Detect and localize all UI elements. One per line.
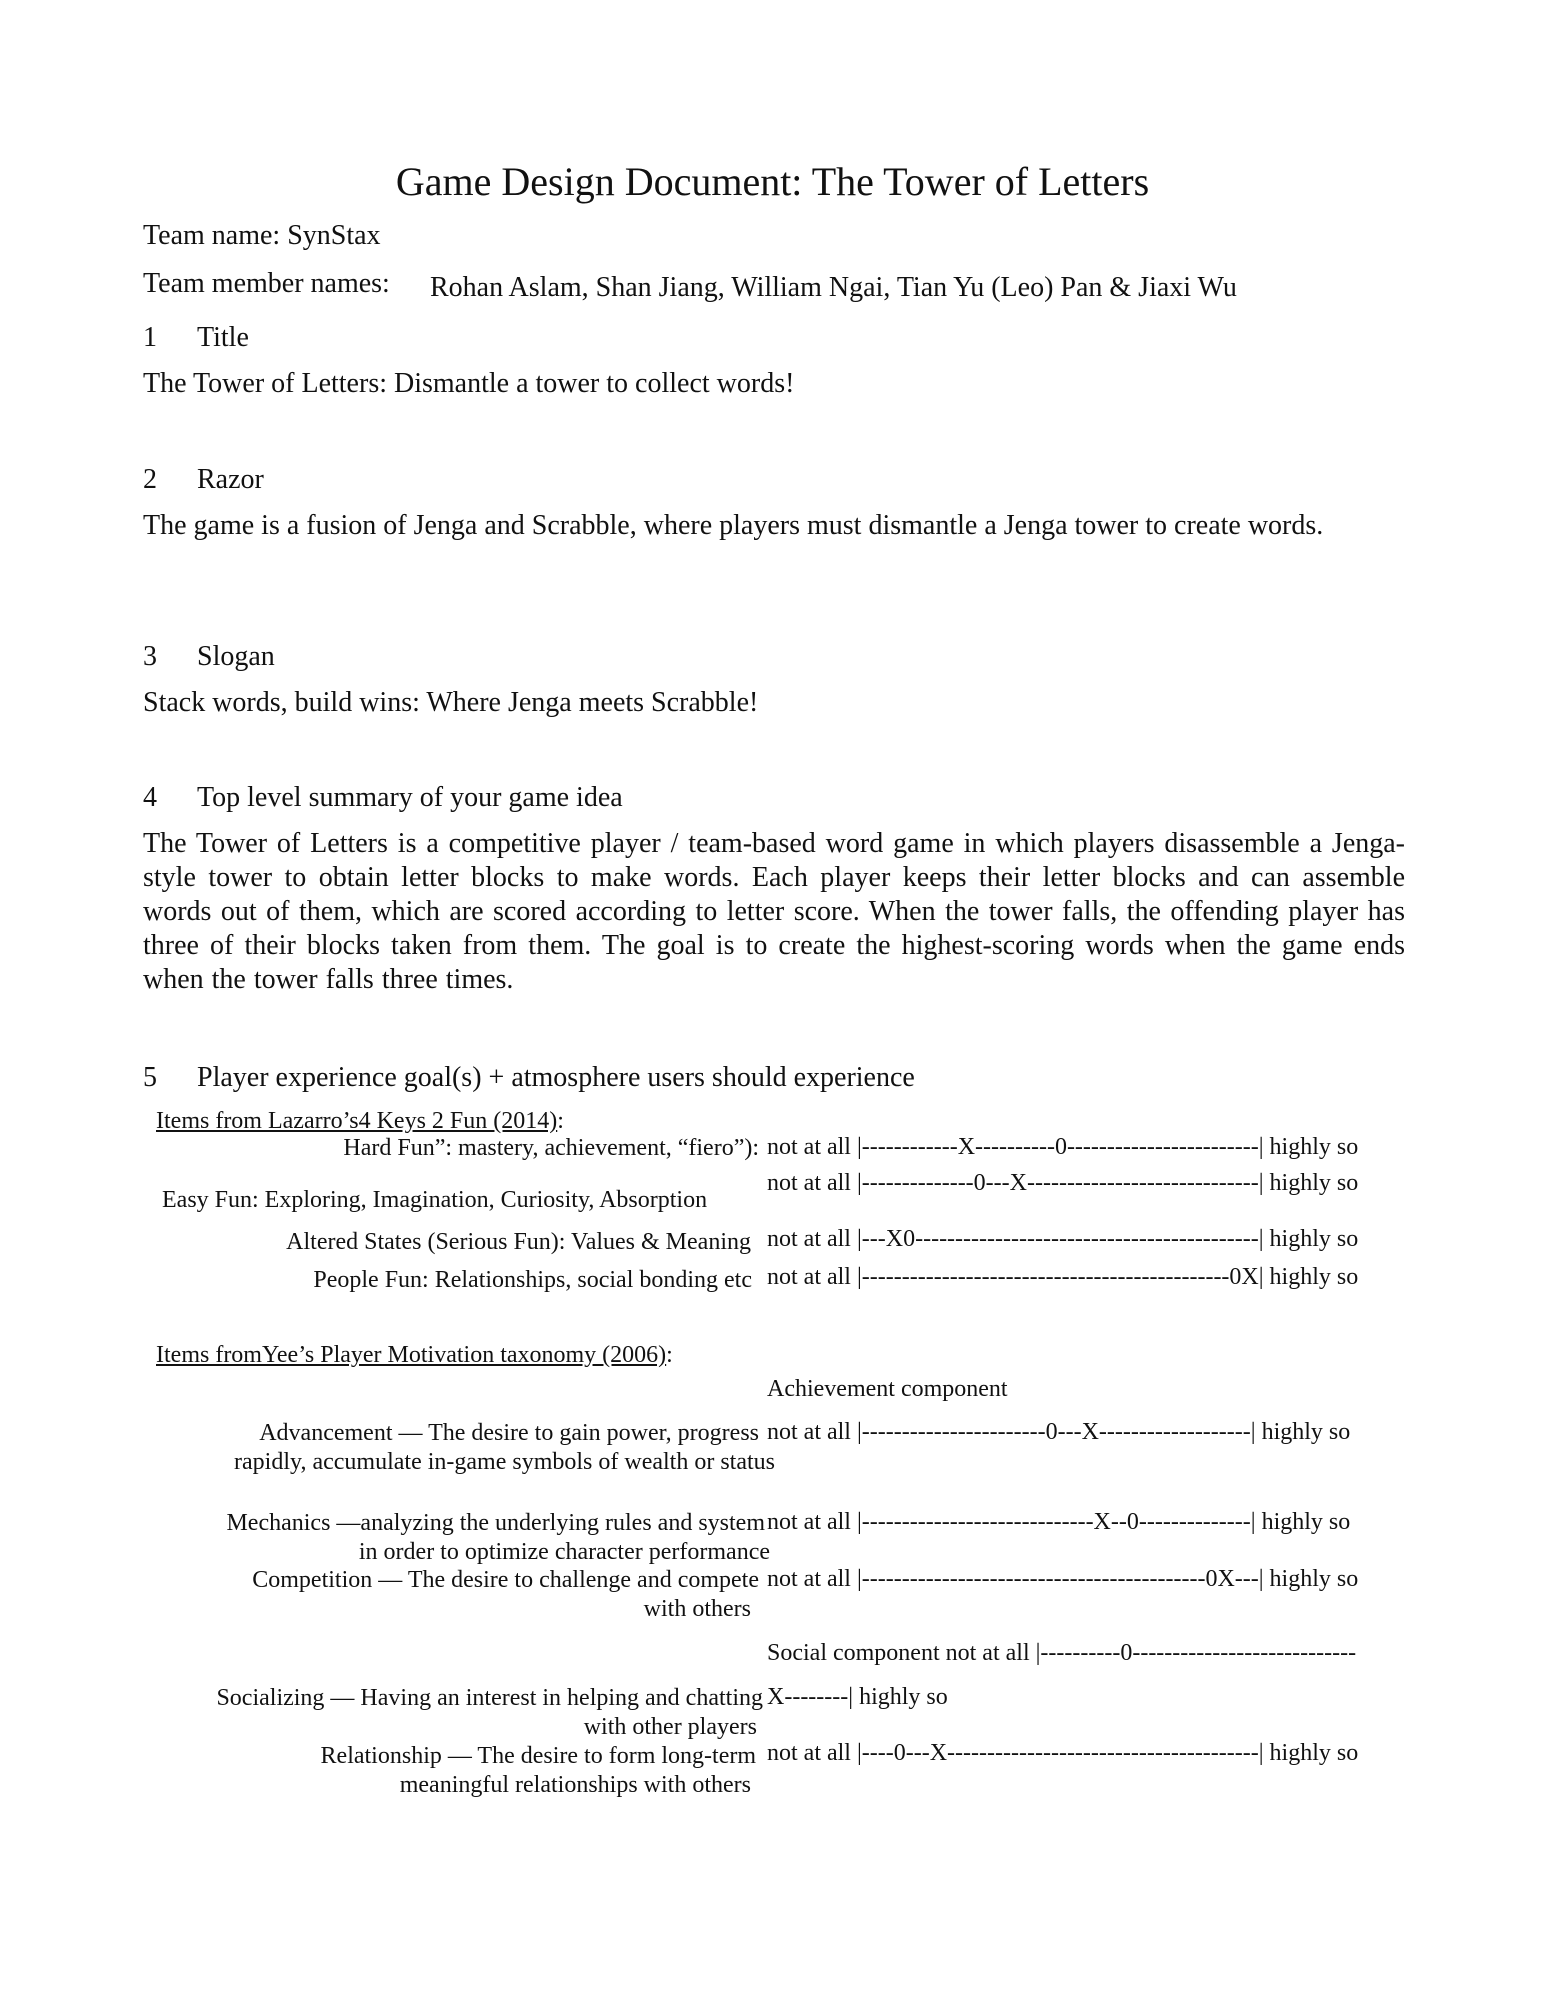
- section-1-heading: [143, 322, 249, 354]
- section-number: 2: [143, 464, 157, 495]
- mechanics-label-line2: in order to optimize character performance: [358, 1539, 770, 1565]
- section-number: 3: [143, 641, 157, 672]
- section-3-heading: [143, 641, 275, 673]
- lazzaro-hard-fun-label: Hard Fun”: mastery, achievement, “fiero”):: [343, 1135, 759, 1161]
- section-1-body: The Tower of Letters: Dismantle a tower to collect words!: [143, 368, 795, 399]
- socializing-label-line2: with other players: [583, 1714, 757, 1740]
- section-2-body: The game is a fusion of Jenga and Scrabble, where players must dismantle a Jenga tower to create words.: [143, 510, 1324, 541]
- section-title: Title: [197, 322, 249, 353]
- lazzaro-heading-colon: :: [557, 1108, 564, 1134]
- section-number: 5: [143, 1062, 157, 1093]
- competition-scale: not at all |-------------------------------------------0X---| highly so: [767, 1566, 1359, 1592]
- team-members-label: Team member names:: [143, 268, 390, 299]
- advancement-label-line1: Advancement — The desire to gain power, progress: [259, 1420, 759, 1446]
- lazzaro-hard-fun-scale: not at all |------------X----------0------------------------| highly so: [767, 1134, 1359, 1160]
- section-title: Slogan: [197, 641, 275, 672]
- lazzaro-altered-states-scale: not at all |---X0-------------------------------------------| highly so: [767, 1226, 1359, 1252]
- social-component-line: Social component not at all |----------0----------------------------: [767, 1640, 1357, 1666]
- mechanics-scale: not at all |-----------------------------X--0--------------| highly so: [767, 1509, 1351, 1535]
- relationship-label-line1: Relationship — The desire to form long-term: [320, 1743, 756, 1769]
- yee-heading: [156, 1342, 673, 1369]
- achievement-component-label: Achievement component: [767, 1376, 1008, 1402]
- section-number: 4: [143, 782, 157, 813]
- lazzaro-people-fun-scale: not at all |----------------------------------------------0X| highly so: [767, 1264, 1359, 1290]
- lazzaro-people-fun-label: People Fun: Relationships, social bonding etc: [313, 1267, 752, 1293]
- socializing-scale: X--------| highly so: [767, 1684, 948, 1710]
- advancement-label-line2: rapidly, accumulate in-game symbols of wealth or status: [234, 1449, 775, 1475]
- document-title: Game Design Document: The Tower of Letters: [395, 159, 1150, 204]
- section-4-heading: [143, 782, 623, 814]
- lazzaro-easy-fun-scale: not at all |--------------0---X-----------------------------| highly so: [767, 1170, 1359, 1196]
- socializing-label-line1: Socializing — Having an interest in helping and chatting: [216, 1685, 763, 1711]
- yee-heading-text: Items fromYee’s Player Motivation taxonomy (2006): [156, 1342, 667, 1368]
- advancement-scale: not at all |-----------------------0---X-------------------| highly so: [767, 1419, 1351, 1445]
- section-title: Razor: [197, 464, 264, 495]
- section-3-body: Stack words, build wins: Where Jenga meets Scrabble!: [143, 687, 759, 718]
- section-title: Player experience goal(s) + atmosphere users should experience: [197, 1062, 915, 1093]
- lazzaro-heading-text: Items from Lazarro’s4 Keys 2 Fun (2014): [156, 1108, 558, 1134]
- section-title: Top level summary of your game idea: [197, 782, 623, 813]
- team-name: Team name: SynStax: [143, 220, 381, 251]
- yee-heading-colon: :: [666, 1342, 673, 1368]
- team-members-value: Rohan Aslam, Shan Jiang, William Ngai, Tian Yu (Leo) Pan & Jiaxi Wu: [430, 272, 1237, 303]
- lazzaro-altered-states-label: Altered States (Serious Fun): Values & Meaning: [286, 1229, 751, 1255]
- competition-label-line1: Competition — The desire to challenge and compete: [252, 1567, 759, 1593]
- section-4-body: The Tower of Letters is a competitive player / team-based word game in which players disassemble a Jenga-style tower to obtain letter blocks to make words. Each player keeps their letter blocks and can assemble words out of them, which are scored according to letter score. When the tower falls, the offending player has three of their blocks taken from them. The goal is to create the highest-scoring words when the game ends when the tower falls three times.: [143, 828, 1405, 995]
- lazzaro-heading: [156, 1108, 564, 1135]
- relationship-label-line2: meaningful relationships with others: [399, 1772, 751, 1798]
- lazzaro-easy-fun-label: Easy Fun: Exploring, Imagination, Curiosity, Absorption: [162, 1187, 708, 1213]
- relationship-scale: not at all |----0---X---------------------------------------| highly so: [767, 1740, 1359, 1766]
- section-number: 1: [143, 322, 157, 353]
- mechanics-label-line1: Mechanics —analyzing the underlying rules and system: [226, 1510, 765, 1536]
- section-5-heading: [143, 1062, 915, 1094]
- section-2-heading: [143, 464, 264, 496]
- competition-label-line2: with others: [643, 1596, 751, 1622]
